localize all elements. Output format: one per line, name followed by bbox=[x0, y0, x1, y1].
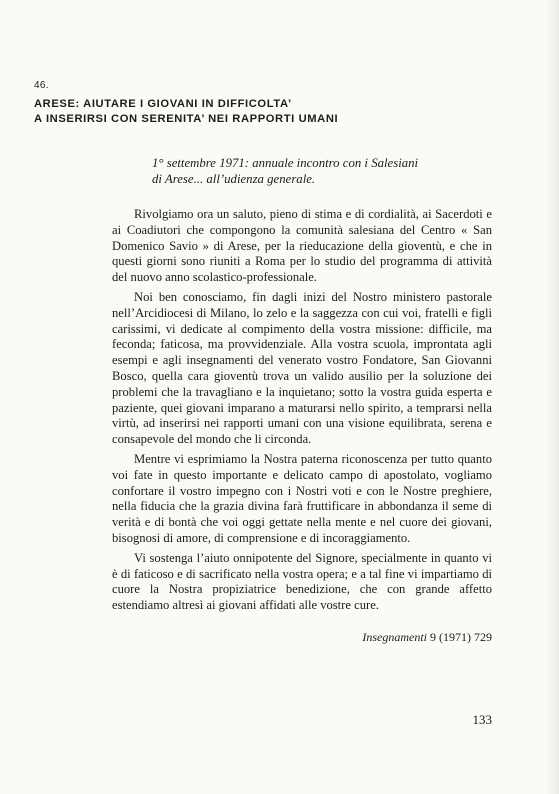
body-text bbox=[112, 207, 492, 618]
subtitle-line: di Arese... all’udienza generale. bbox=[152, 172, 316, 186]
document-title bbox=[34, 97, 504, 127]
paragraph: Mentre vi esprimiamo la Nostra paterna riconoscenza per tutto quanto voi fate in questo importante e delicato campo di apostolato, vogliamo confortare il vostro impegno con i Nostri voti e con le Nostre preghiere, nella fiducia che la grazia divina farà fruttificare in abbondanza il seme di verità e di bontà che voi oggi gettate nella mente e nel cuore dei giovani, bisognosi di amore, di comprensione e di incoraggiamento. bbox=[112, 451, 492, 545]
page-edge-shadow bbox=[545, 0, 559, 794]
page-number: 133 bbox=[472, 712, 492, 727]
citation bbox=[112, 630, 492, 645]
citation-reference: 9 (1971) 729 bbox=[430, 630, 492, 644]
subtitle-line: 1° settembre 1971: annuale incontro con i Salesiani bbox=[152, 156, 419, 170]
document-subtitle bbox=[152, 155, 492, 187]
paragraph: Rivolgiamo ora un saluto, pieno di stima e di cordialità, ai Sacerdoti e ai Coadiutori che compongono la comunità salesiana del Centro « San Domenico Savio » di Arese, per la rieducazione della gioventù, e che in questi giorni sono riuniti a Roma per lo studio del programma di attività del nuovo anno scolastico-professionale. bbox=[112, 207, 492, 285]
paragraph: Noi ben conosciamo, fin dagli inizi del Nostro ministero pastorale nell’Arcidiocesi di Milano, lo zelo e la saggezza con cui voi, fratelli e figli carissimi, vi dedicate al compimento della vostra missione: difficile, ma feconda; faticosa, ma provvidenziale. Alla vostra scuola, improntata agli esempi e agli insegnamenti del venerato vostro Fondatore, San Giovanni Bosco, quella cara gioventù trova un valido ausilio per la soluzione dei problemi che la travagliano e la inquietano; sotto la vostra guida esperta e paziente, quei giovani imparano a maturarsi nello spirito, a temprarsi nella virtù, ad inserirsi nei rapporti umani con una visione equilibrata, serena e consapevole del mondo che li circonda. bbox=[112, 289, 492, 447]
document-number: 46. bbox=[34, 80, 49, 91]
citation-source: Insegnamenti bbox=[362, 630, 427, 644]
title-line: ARESE: AIUTARE I GIOVANI IN DIFFICOLTA’ bbox=[34, 98, 292, 110]
paragraph: Vi sostenga l’aiuto onnipotente del Signore, specialmente in quanto vi è di faticoso e di sacrificato nella vostra opera; e a tal fine vi impartiamo di cuore la Nostra propiziatrice benedizione, che con grande affetto estendiamo altresì ai giovani affidati alle vostre cure. bbox=[112, 550, 492, 613]
title-line: A INSERIRSI CON SERENITA’ NEI RAPPORTI UMANI bbox=[34, 113, 339, 125]
